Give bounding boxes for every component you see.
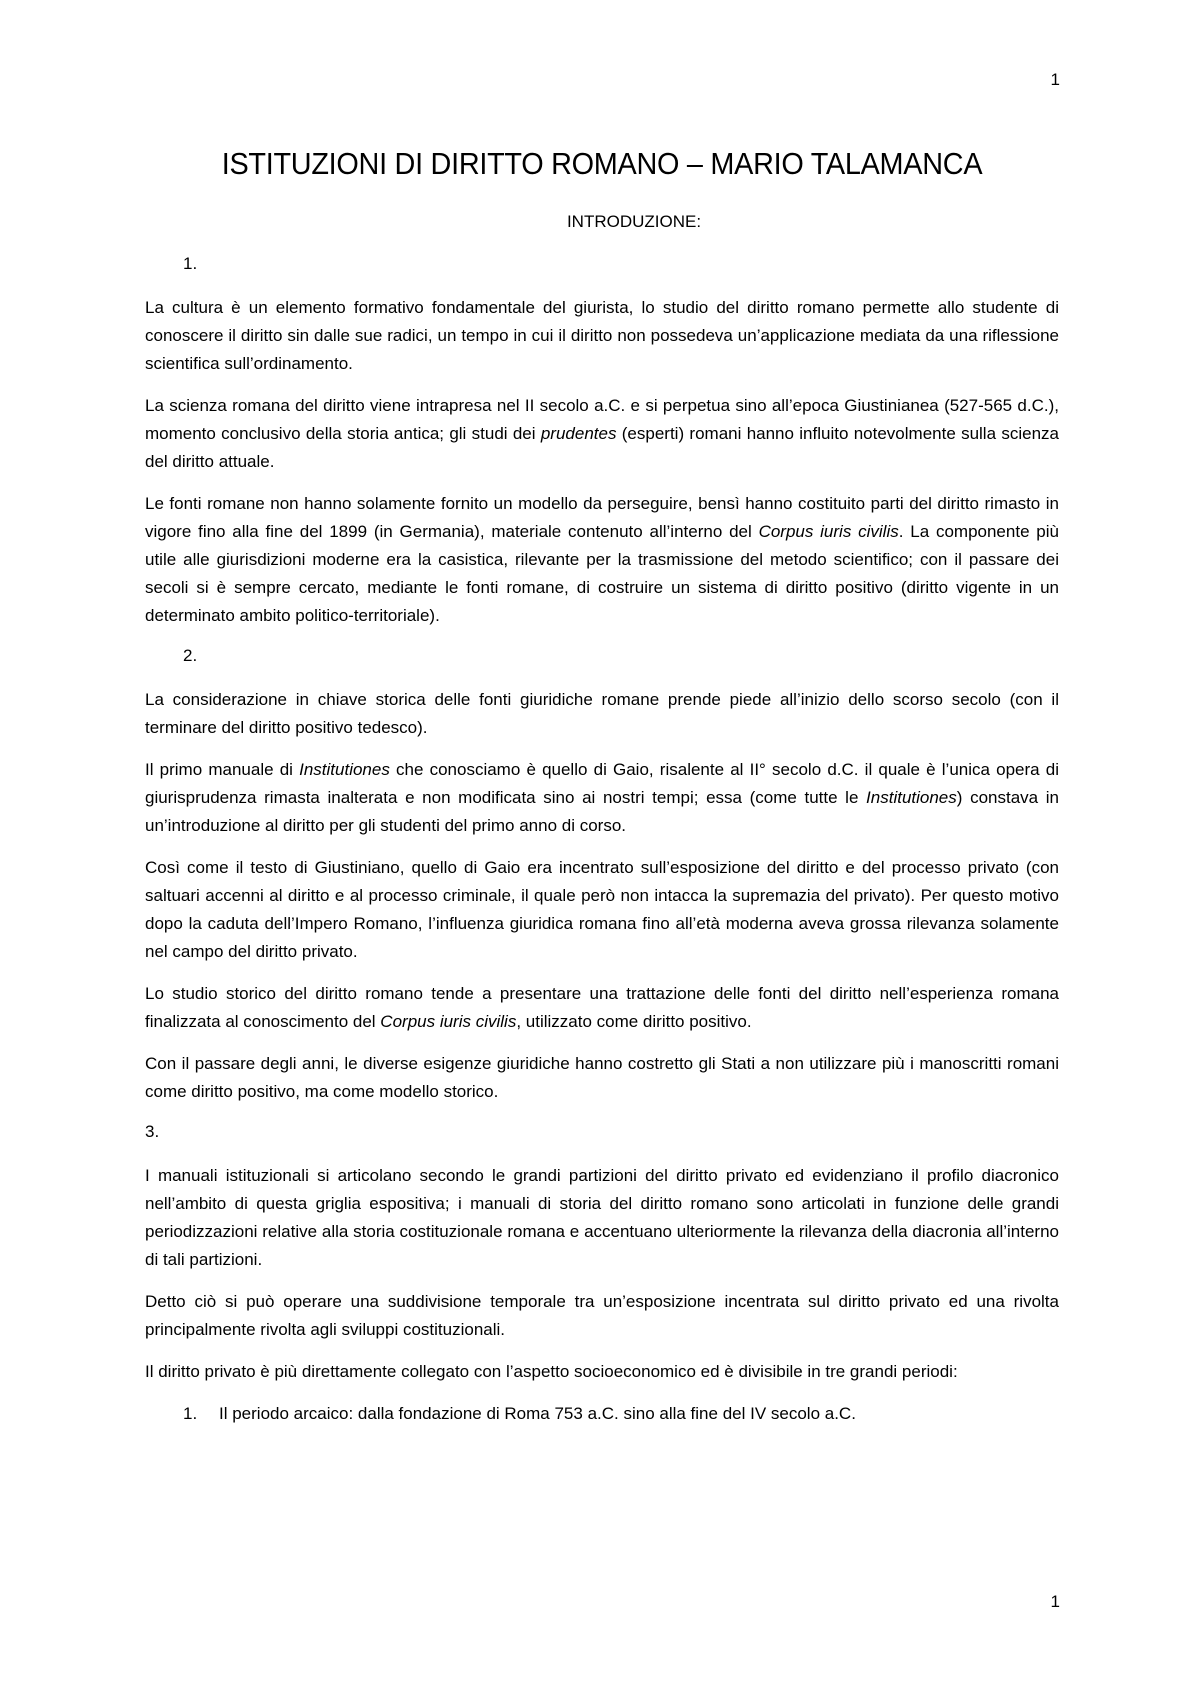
list-item bbox=[183, 1400, 1059, 1428]
list-item-text: Il periodo arcaico: dalla fondazione di Roma 753 a.C. sino alla fine del IV secolo a.C. bbox=[219, 1404, 856, 1423]
italic-term: Corpus iuris civilis bbox=[380, 1012, 517, 1031]
list-item-number: 1. bbox=[183, 1404, 198, 1423]
paragraph: La considerazione in chiave storica delle fonti giuridiche romane prende piede all’inizio dello scorso secolo (con il terminare del diritto positivo tedesco). bbox=[145, 690, 1059, 737]
italic-term: Corpus iuris civilis bbox=[758, 522, 899, 541]
paragraph: Detto ciò si può operare una suddivisione temporale tra un’esposizione incentrata sul diritto privato ed una rivolta principalmente rivolta agli sviluppi costituzionali. bbox=[145, 1292, 1059, 1339]
paragraph: Lo studio storico del diritto romano tende a presentare una trattazione delle fonti del diritto nell’esperienza romana finalizzata al conoscimento del Corpus iuris civilis, utilizzato come diritto positivo. bbox=[145, 984, 1059, 1031]
periods-list bbox=[145, 1400, 1059, 1428]
paragraph: La cultura è un elemento formativo fondamentale del giurista, lo studio del diritto romano permette allo studente di conoscere il diritto sin dalle sue radici, un tempo in cui il diritto non possedeva un’applicazione mediata da una riflessione scientifica sull’ordinamento. bbox=[145, 298, 1059, 373]
paragraph: Con il passare degli anni, le diverse esigenze giuridiche hanno costretto gli Stati a non utilizzare più i manoscritti romani come diritto positivo, ma come modello storico. bbox=[145, 1054, 1059, 1101]
italic-term: Institutiones bbox=[299, 760, 390, 779]
section-number-2: 2. bbox=[183, 646, 198, 665]
document-subtitle: INTRODUZIONE: bbox=[566, 212, 702, 231]
paragraph: Così come il testo di Giustiniano, quello di Gaio era incentrato sull’esposizione del diritto e del processo privato (con saltuari accenni al diritto e al processo criminale, il quale però non intacca la supremazia del privato). Per questo motivo dopo la caduta dell’Impero Romano, l’influenza giuridica romana fino all’età moderna aveva grossa rilevanza solamente nel campo del diritto privato. bbox=[145, 858, 1059, 961]
paragraph: Il primo manuale di Institutiones che conosciamo è quello di Gaio, risalente al II° secolo d.C. il quale è l’unica opera di giurisprudenza rimasta inalterata e non modificata sino ai nostri tempi; essa (come tutte le Institutiones) constava in un’introduzione al diritto per gli studenti del primo anno di corso. bbox=[145, 760, 1059, 835]
section-number-3: 3. bbox=[145, 1122, 160, 1141]
paragraph: La scienza romana del diritto viene intrapresa nel II secolo a.C. e si perpetua sino all’epoca Giustinianea (527-565 d.C.), momento conclusivo della storia antica; gli studi dei prudentes (esperti) romani hanno influito notevolmente sulla scienza del diritto attuale. bbox=[145, 396, 1059, 471]
page-number-bottom: 1 bbox=[1050, 1592, 1060, 1611]
paragraph: I manuali istituzionali si articolano secondo le grandi partizioni del diritto privato ed evidenziano il profilo diacronico nell’ambito di questa griglia espositiva; i manuali di storia del diritto romano sono articolati in funzione delle grandi periodizzazioni relative alla storia costituzionale romana e accentuano ulteriormente la rilevanza della diacronia all’interno di tali partizioni. bbox=[145, 1166, 1059, 1269]
italic-term: Institutiones bbox=[866, 788, 957, 807]
page-number-top: 1 bbox=[1050, 70, 1060, 89]
paragraph: Il diritto privato è più direttamente collegato con l’aspetto socioeconomico ed è divisibile in tre grandi periodi: bbox=[145, 1362, 958, 1381]
document-body bbox=[145, 146, 1059, 1428]
document-title: ISTITUZIONI DI DIRITTO ROMANO – MARIO TALAMANCA bbox=[221, 146, 983, 181]
paragraph: Le fonti romane non hanno solamente fornito un modello da perseguire, bensì hanno costituito parti del diritto rimasto in vigore fino alla fine del 1899 (in Germania), materiale contenuto all’interno del Corpus iuris civilis. La componente più utile alle giurisdizioni moderne era la casistica, rilevante per la trasmissione del metodo scientifico; con il passare dei secoli si è sempre cercato, mediante le fonti romane, di costruire un sistema di diritto positivo (diritto vigente in un determinato ambito politico-territoriale). bbox=[145, 494, 1059, 625]
section-number-1: 1. bbox=[183, 254, 198, 273]
italic-term: prudentes bbox=[540, 424, 617, 443]
